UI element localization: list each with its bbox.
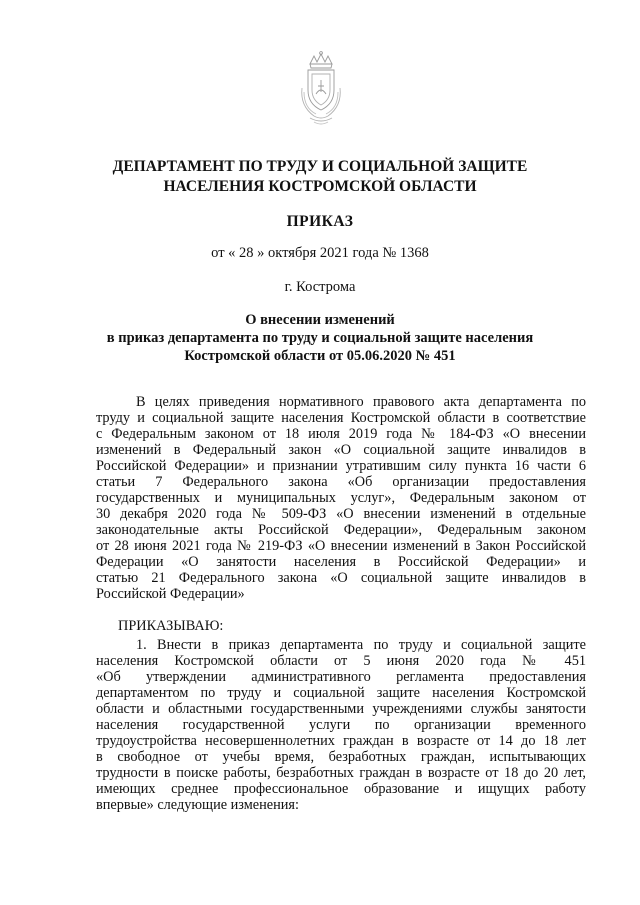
preamble-line: статьи 7 Федерального закона «Об организации предоставления (96, 474, 586, 490)
preamble-line: В целях приведения нормативного правового акта департамента по (136, 394, 586, 410)
item-1-paragraph (96, 637, 586, 813)
item-1-line: имеющих среднее профессиональное образование и ищущих работу (96, 781, 586, 797)
order-date-number: от « 28 » октября 2021 года № 1368 (211, 245, 429, 261)
preamble-line: государственных и муниципальных услуг», Федеральным законом от (96, 490, 586, 506)
decree-label: ПРИКАЗЫВАЮ: (118, 618, 224, 634)
agency-name-line-2: НАСЕЛЕНИЯ КОСТРОМСКОЙ ОБЛАСТИ (163, 178, 477, 195)
preamble-line: от 28 июня 2021 года № 219-ФЗ «О внесении изменений в Закон Российской (96, 538, 586, 554)
preamble-line: труду и социальной защите населения Костромской области в соответствие (96, 410, 586, 426)
preamble-line: законодательные акты Российской Федерации», Федеральным законом (96, 522, 586, 538)
preamble-paragraph (96, 394, 586, 602)
preamble-line: 30 декабря 2020 года № 509-ФЗ «О внесении изменений в отдельные (96, 506, 586, 522)
preamble-line: статью 21 Федерального закона «О социальной защите инвалидов в (96, 570, 586, 586)
item-1-line: впервые» следующие изменения: (96, 797, 299, 813)
item-1-line: трудоустройства несовершеннолетних граждан в возрасте от 14 до 18 лет (96, 733, 586, 749)
subject-line-2: в приказ департамента по труду и социальной защите населения (106, 330, 534, 346)
preamble-line: Федерации «О занятости населения в Российской Федерации» и (96, 554, 586, 570)
agency-name-line-1: ДЕПАРТАМЕНТ ПО ТРУДУ И СОЦИАЛЬНОЙ ЗАЩИТЕ (112, 158, 528, 175)
document-type-title: ПРИКАЗ (286, 213, 354, 230)
item-1-line: департаментом по труду и социальной защите населения Костромской (96, 685, 586, 701)
agency-name (60, 157, 580, 197)
order-city: г. Кострома (284, 279, 356, 295)
item-1-line: в свободное от учебы время, безработных граждан, испытывающих (96, 749, 586, 765)
item-1-line: населения государственной услуги по организации временного (96, 717, 586, 733)
preamble-line: Российской Федерации» и признании утратившим силу пункта 16 части 6 (96, 458, 586, 474)
item-1-line: области и областными государственными учреждениями службы занятости (96, 701, 586, 717)
coat-of-arms-emblem-icon (296, 50, 346, 130)
preamble-line: с Федеральным законом от 18 июля 2019 года № 184-ФЗ «О внесении (96, 426, 586, 442)
order-subject (60, 311, 580, 365)
item-1-line: населения Костромской области от 5 июня 2020 года № 451 (96, 653, 586, 669)
item-1-line: «Об утверждении административного регламента предоставления (96, 669, 586, 685)
preamble-line: изменений в Федеральный закон «О социальной защите инвалидов в (96, 442, 586, 458)
item-1-line: трудности в поиске работы, безработных граждан в возрасте от 18 до 20 лет, (96, 765, 586, 781)
preamble-line: Российской Федерации» (96, 586, 245, 602)
subject-line-1: О внесении изменений (245, 312, 395, 328)
item-1-line: 1. Внести в приказ департамента по труду и социальной защите (136, 637, 586, 653)
decree-section (96, 618, 586, 634)
subject-line-3: Костромской области от 05.06.2020 № 451 (184, 348, 456, 364)
